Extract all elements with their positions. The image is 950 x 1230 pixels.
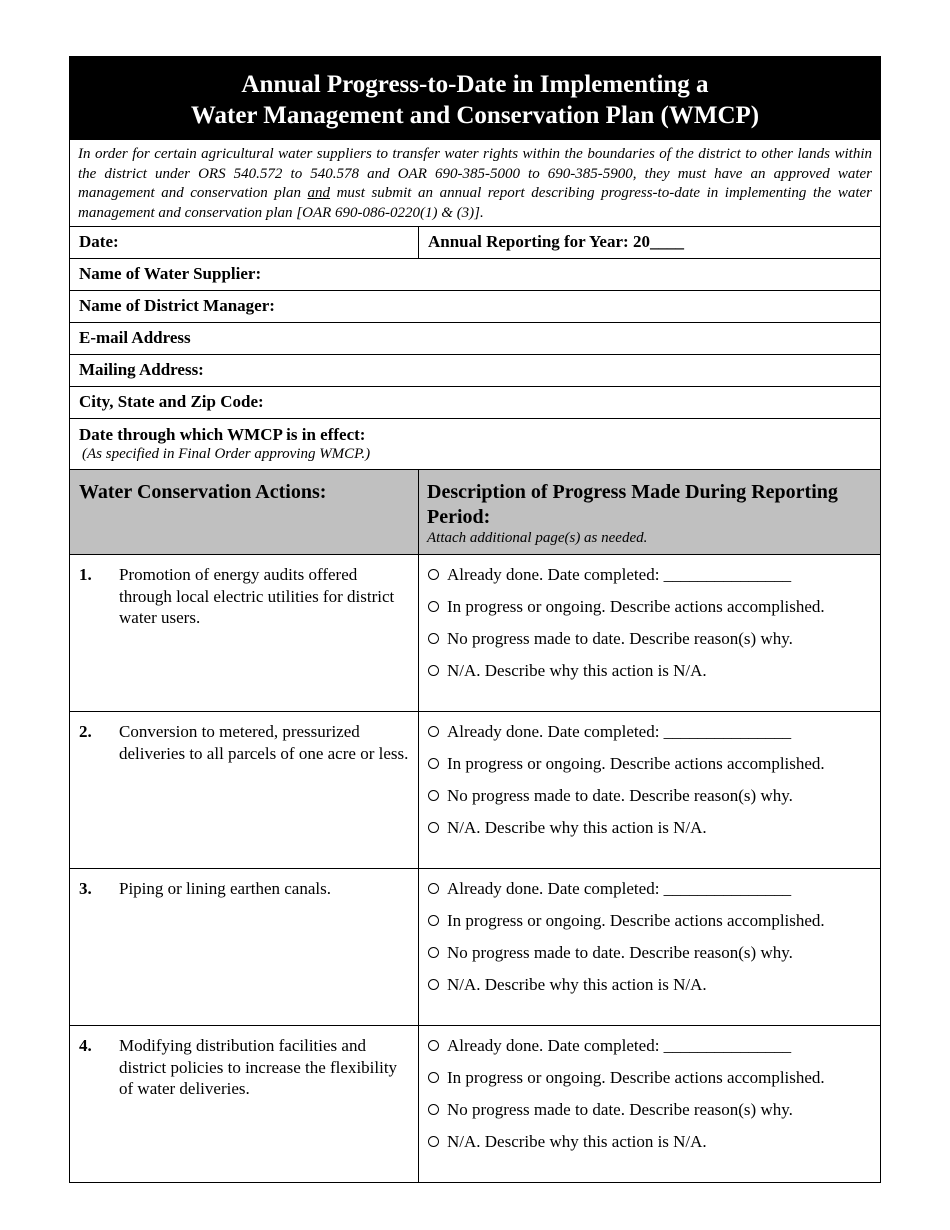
wmcp-effect-field[interactable] xyxy=(70,419,880,469)
action-number: 3. xyxy=(79,879,92,898)
progress-option-no-progress[interactable] xyxy=(428,1099,880,1131)
radio-circle-icon[interactable] xyxy=(428,665,439,676)
progress-option-no-progress[interactable] xyxy=(428,785,880,817)
progress-option-no-progress[interactable] xyxy=(428,628,880,660)
progress-option-label: In progress or ongoing. Describe actions accomplished. xyxy=(447,754,825,773)
progress-option-label: Already done. Date completed: _______________ xyxy=(447,1036,792,1055)
form-title-line-1: Annual Progress-to-Date in Implementing a xyxy=(241,71,709,98)
action-text: Modifying distribution facilities and district policies to increase the flexibility of water deliveries. xyxy=(119,1036,398,1098)
progress-option-label: No progress made to date. Describe reason(s) why. xyxy=(447,1100,793,1119)
radio-circle-icon[interactable] xyxy=(428,601,439,612)
radio-circle-icon[interactable] xyxy=(428,1040,439,1051)
progress-option-label: No progress made to date. Describe reason(s) why. xyxy=(447,943,793,962)
progress-option-label: No progress made to date. Describe reason(s) why. xyxy=(447,629,793,648)
radio-circle-icon[interactable] xyxy=(428,947,439,958)
district-manager-field[interactable]: Name of District Manager: xyxy=(79,296,275,315)
progress-cell xyxy=(419,869,880,1025)
water-supplier-row xyxy=(70,259,880,291)
radio-circle-icon[interactable] xyxy=(428,822,439,833)
radio-circle-icon[interactable] xyxy=(428,1104,439,1115)
progress-option-done[interactable] xyxy=(428,564,880,596)
progress-cell xyxy=(419,555,880,711)
radio-circle-icon[interactable] xyxy=(428,915,439,926)
progress-option-na[interactable] xyxy=(428,974,880,1006)
progress-option-label: Already done. Date completed: _______________ xyxy=(447,565,792,584)
email-row xyxy=(70,323,880,355)
progress-option-label: N/A. Describe why this action is N/A. xyxy=(447,975,707,994)
radio-circle-icon[interactable] xyxy=(428,758,439,769)
action-text: Piping or lining earthen canals. xyxy=(119,879,331,898)
action-text: Conversion to metered, pressurized deliveries to all parcels of one acre or less. xyxy=(119,722,409,763)
progress-cell xyxy=(419,712,880,868)
action-cell xyxy=(70,869,419,1025)
description-header-text: Description of Progress Made During Reporting Period: xyxy=(427,481,838,528)
description-header-note: Attach additional page(s) as needed. xyxy=(427,530,648,546)
action-cell xyxy=(70,1026,419,1182)
radio-circle-icon[interactable] xyxy=(428,883,439,894)
radio-circle-icon[interactable] xyxy=(428,569,439,580)
progress-option-in-progress[interactable] xyxy=(428,596,880,628)
wmcp-form xyxy=(69,56,881,1183)
form-title xyxy=(70,57,880,140)
radio-circle-icon[interactable] xyxy=(428,633,439,644)
intro-and: and xyxy=(307,185,331,201)
progress-option-label: In progress or ongoing. Describe actions accomplished. xyxy=(447,597,825,616)
radio-circle-icon[interactable] xyxy=(428,1072,439,1083)
radio-circle-icon[interactable] xyxy=(428,1136,439,1147)
action-number: 1. xyxy=(79,565,92,584)
table-header xyxy=(70,470,880,555)
progress-option-in-progress[interactable] xyxy=(428,1067,880,1099)
city-state-zip-field[interactable]: City, State and Zip Code: xyxy=(79,392,264,411)
intro-paragraph xyxy=(70,140,880,227)
form-title-line-2: Water Management and Conservation Plan (WMCP) xyxy=(190,102,760,129)
intro-text-1: In order for certain agricultural water suppliers to transfer water rights within the boundaries of the district to other lands within the district under ORS 540.572 to 540.578 and OAR 690-385-5000 to 690-385-5900, they must have an approved water management and conservation plan xyxy=(78,146,872,201)
progress-option-label: Already done. Date completed: _______________ xyxy=(447,722,792,741)
reporting-year-field[interactable]: Annual Reporting for Year: 20____ xyxy=(428,232,684,251)
wmcp-effect-note: (As specified in Final Order approving WMCP.) xyxy=(82,446,371,462)
date-field[interactable]: Date: xyxy=(70,227,419,258)
action-cell xyxy=(70,555,419,711)
progress-option-in-progress[interactable] xyxy=(428,910,880,942)
progress-cell xyxy=(419,1026,880,1182)
radio-circle-icon[interactable] xyxy=(428,726,439,737)
progress-option-label: No progress made to date. Describe reason(s) why. xyxy=(447,786,793,805)
progress-option-label: Already done. Date completed: _______________ xyxy=(447,879,792,898)
progress-option-in-progress[interactable] xyxy=(428,753,880,785)
water-supplier-field[interactable]: Name of Water Supplier: xyxy=(79,264,262,283)
radio-circle-icon[interactable] xyxy=(428,790,439,801)
description-column-header xyxy=(419,470,880,554)
action-number: 4. xyxy=(79,1036,92,1055)
email-field[interactable]: E-mail Address xyxy=(79,328,191,347)
progress-option-no-progress[interactable] xyxy=(428,942,880,974)
table-row xyxy=(70,869,880,1026)
progress-option-label: N/A. Describe why this action is N/A. xyxy=(447,1132,707,1151)
table-row xyxy=(70,1026,880,1182)
actions-column-header: Water Conservation Actions: xyxy=(70,470,419,554)
radio-circle-icon[interactable] xyxy=(428,979,439,990)
progress-option-label: N/A. Describe why this action is N/A. xyxy=(447,818,707,837)
wmcp-effect-row xyxy=(70,419,880,470)
progress-option-na[interactable] xyxy=(428,1131,880,1163)
action-cell xyxy=(70,712,419,868)
progress-option-label: In progress or ongoing. Describe actions accomplished. xyxy=(447,1068,825,1087)
progress-option-done[interactable] xyxy=(428,878,880,910)
progress-option-na[interactable] xyxy=(428,660,880,692)
progress-option-na[interactable] xyxy=(428,817,880,849)
date-row xyxy=(70,227,880,259)
district-manager-row xyxy=(70,291,880,323)
city-state-zip-row xyxy=(70,387,880,419)
mailing-address-field[interactable]: Mailing Address: xyxy=(79,360,204,379)
progress-option-done[interactable] xyxy=(428,721,880,753)
mailing-address-row xyxy=(70,355,880,387)
progress-option-done[interactable] xyxy=(428,1035,880,1067)
actions-list xyxy=(70,555,880,1182)
table-row xyxy=(70,555,880,712)
action-number: 2. xyxy=(79,722,92,741)
wmcp-effect-label: Date through which WMCP is in effect: xyxy=(79,425,366,444)
progress-option-label: In progress or ongoing. Describe actions accomplished. xyxy=(447,911,825,930)
progress-option-label: N/A. Describe why this action is N/A. xyxy=(447,661,707,680)
intro-text-2: must submit an annual report describing progress-to-date in implementing the water management and conservation plan [OAR 690-086-0220(1) & (3)]. xyxy=(78,185,873,221)
action-text: Promotion of energy audits offered through local electric utilities for district water users. xyxy=(119,565,395,627)
table-row xyxy=(70,712,880,869)
